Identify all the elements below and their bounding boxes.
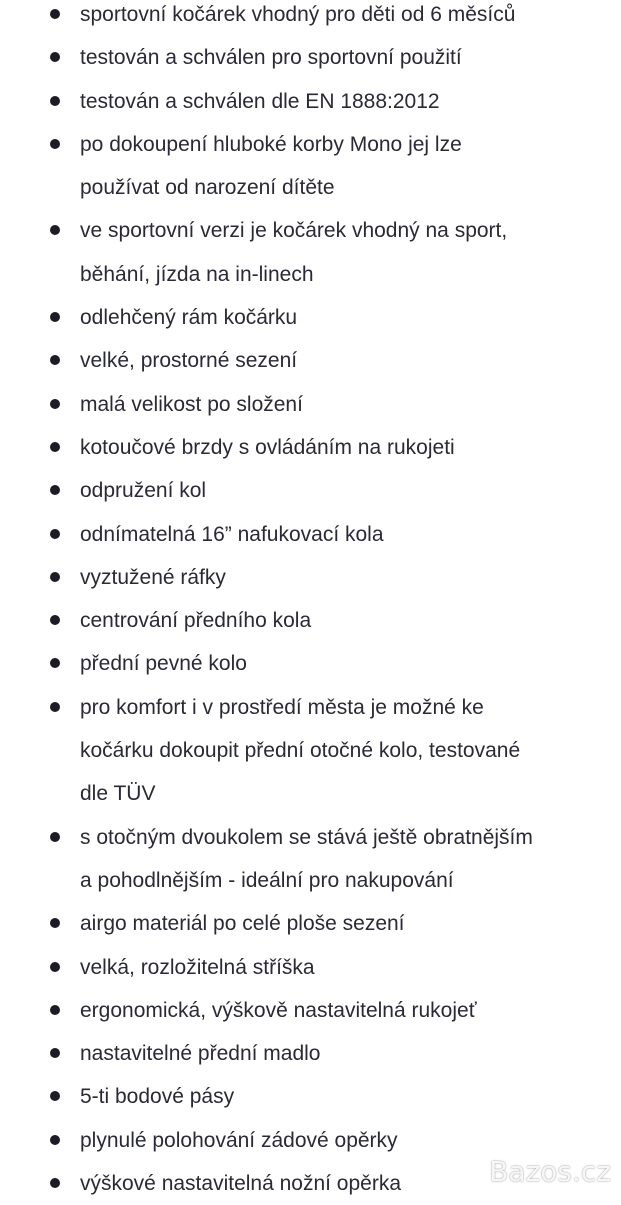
feature-item	[0, 469, 621, 512]
bullet-icon	[50, 52, 60, 62]
feature-text-line: dle TÜV	[80, 782, 156, 806]
feature-item	[0, 209, 621, 296]
feature-item	[0, 80, 621, 123]
bullet-icon	[50, 918, 60, 928]
feature-text-line: vyztužené ráfky	[80, 565, 226, 589]
feature-text-line: plynulé polohování zádové opěrky	[80, 1128, 398, 1152]
feature-item	[0, 513, 621, 556]
feature-item	[0, 816, 621, 903]
bullet-icon	[50, 442, 60, 452]
feature-text-line: používat od narození dítěte	[80, 176, 335, 200]
feature-text-line: 5-ti bodové pásy	[80, 1085, 235, 1109]
feature-item	[0, 946, 621, 989]
feature-item	[0, 989, 621, 1032]
feature-item	[0, 1119, 621, 1162]
feature-text-line: testován a schválen dle EN 1888:2012	[80, 89, 440, 113]
bullet-icon	[50, 702, 60, 712]
feature-text-line: a pohodlnějším - ideální pro nakupování	[80, 868, 454, 892]
feature-text-line: výškové nastavitelná nožní opěrka	[80, 1172, 402, 1196]
feature-text-line: po dokoupení hluboké korby Mono jej lze	[80, 132, 462, 156]
feature-text-line: malá velikost po složení	[80, 392, 303, 416]
feature-text-line: přední pevné kolo	[80, 652, 247, 676]
feature-text-line: airgo materiál po celé ploše sezení	[80, 912, 405, 936]
feature-item	[0, 426, 621, 469]
feature-item	[0, 36, 621, 79]
bullet-icon	[50, 1135, 60, 1145]
feature-text-line: odpružení kol	[80, 479, 207, 503]
feature-text-line: kočárku dokoupit přední otočné kolo, testované	[80, 739, 521, 763]
bullet-icon	[50, 9, 60, 19]
bullet-icon	[50, 615, 60, 625]
feature-text-line: s otočným dvoukolem se stává ještě obratnějším	[80, 825, 533, 849]
feature-text-line: kotoučové brzdy s ovládáním na rukojeti	[80, 435, 455, 459]
bullet-icon	[50, 225, 60, 235]
feature-item	[0, 296, 621, 339]
bullet-icon	[50, 1048, 60, 1058]
bullet-icon	[50, 312, 60, 322]
feature-text-line: velká, rozložitelná stříška	[80, 955, 315, 979]
feature-item	[0, 642, 621, 685]
bullet-icon	[50, 96, 60, 106]
bullet-icon	[50, 355, 60, 365]
feature-text-line: testován a schválen pro sportovní použití	[80, 46, 462, 70]
bullet-icon	[50, 139, 60, 149]
feature-item	[0, 339, 621, 382]
feature-text-line: velké, prostorné sezení	[80, 349, 298, 373]
watermark-text: Bazos.cz	[489, 1154, 611, 1188]
bullet-icon	[50, 1091, 60, 1101]
feature-item	[0, 0, 621, 36]
bullet-icon	[50, 658, 60, 668]
feature-text-line: nastavitelné přední madlo	[80, 1042, 321, 1066]
feature-item	[0, 1075, 621, 1118]
bullet-icon	[50, 529, 60, 539]
feature-item	[0, 902, 621, 945]
bullet-icon	[50, 1178, 60, 1188]
bullet-icon	[50, 485, 60, 495]
bullet-icon	[50, 399, 60, 409]
feature-text-line: sportovní kočárek vhodný pro děti od 6 měsíců	[80, 3, 516, 26]
bullet-icon	[50, 832, 60, 842]
feature-item	[0, 686, 621, 816]
bullet-icon	[50, 962, 60, 972]
feature-item	[0, 1032, 621, 1075]
feature-text-line: běhání, jízda na in-linech	[80, 262, 314, 286]
feature-text-line: odnímatelná 16” nafukovací kola	[80, 522, 384, 546]
feature-text-line: ergonomická, výškově nastavitelná rukojeť	[80, 998, 477, 1022]
feature-item	[0, 383, 621, 426]
feature-item	[0, 556, 621, 599]
feature-text-line: odlehčený rám kočárku	[80, 306, 298, 330]
bullet-icon	[50, 572, 60, 582]
feature-item	[0, 1162, 621, 1205]
feature-item	[0, 599, 621, 642]
bullet-icon	[50, 1005, 60, 1015]
feature-text-line: pro komfort i v prostředí města je možné ke	[80, 695, 484, 719]
feature-text-line: centrování předního kola	[80, 609, 312, 633]
feature-item	[0, 123, 621, 210]
feature-text-line: ve sportovní verzi je kočárek vhodný na sport,	[80, 219, 508, 243]
